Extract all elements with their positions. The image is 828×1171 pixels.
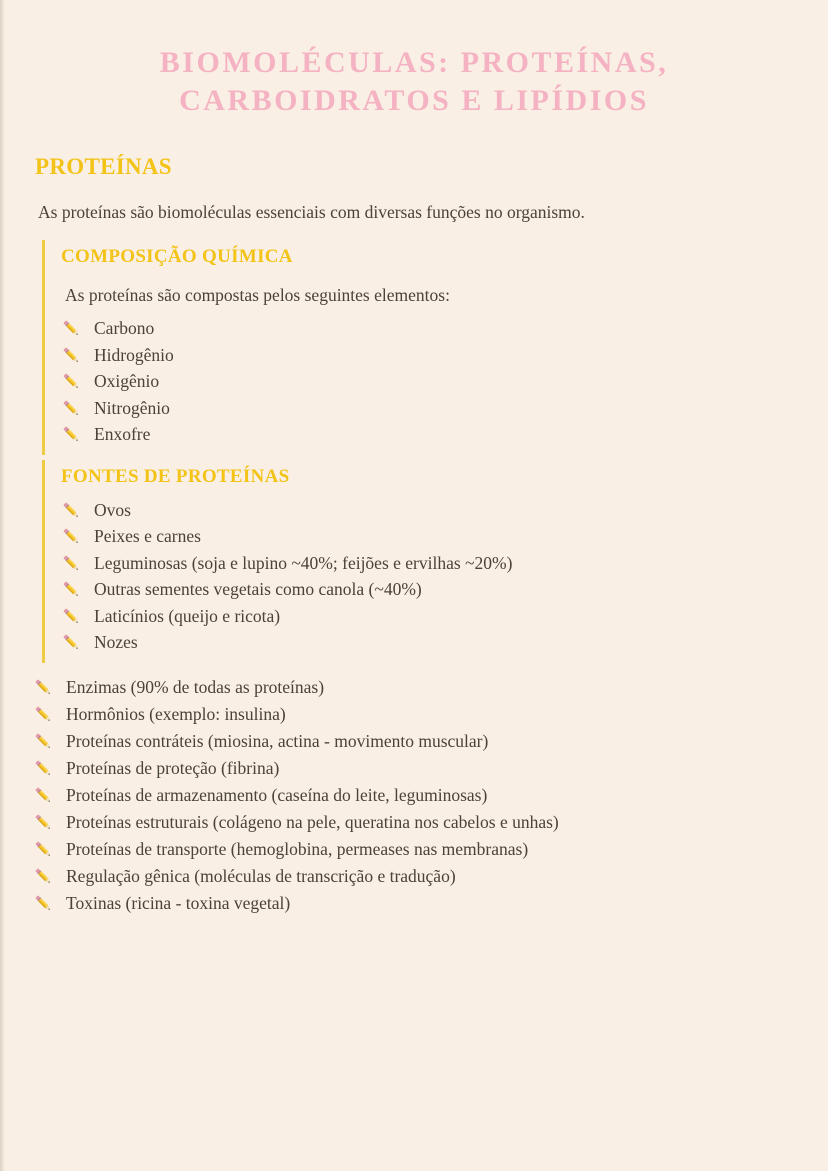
list-item — [61, 318, 788, 340]
pencil-icon — [61, 526, 82, 547]
list-item-label: Oxigênio — [94, 371, 160, 392]
list-item — [61, 398, 788, 420]
pencil-icon — [33, 893, 54, 914]
list-item — [33, 893, 788, 915]
list-item — [33, 758, 788, 780]
pencil-icon — [61, 424, 82, 445]
pencil-icon — [61, 500, 82, 521]
list-item-label: Proteínas de armazenamento (caseína do leite, leguminosas) — [66, 784, 488, 805]
subsection-heading-fontes: FONTES DE PROTEÍNAS — [61, 465, 290, 487]
pencil-icon — [33, 812, 54, 833]
list-item-label: Enxofre — [94, 424, 151, 445]
list-item — [61, 606, 788, 628]
pencil-icon — [33, 785, 54, 806]
protein-functions-list — [33, 677, 788, 915]
list-item-label: Hormônios (exemplo: insulina) — [66, 703, 286, 724]
list-item — [61, 371, 788, 393]
pencil-icon — [61, 632, 82, 653]
list-item-label: Peixes e carnes — [94, 526, 201, 547]
pencil-icon — [33, 731, 54, 752]
pencil-icon — [33, 839, 54, 860]
list-item — [33, 731, 788, 753]
pencil-icon — [61, 606, 82, 627]
pencil-icon — [61, 579, 82, 600]
pencil-icon — [33, 866, 54, 887]
list-item — [61, 500, 788, 522]
fontes-list — [61, 500, 788, 654]
pencil-icon — [33, 704, 54, 725]
page-title — [0, 0, 828, 120]
page-title-line1: BIOMOLÉCULAS: PROTEÍNAS, — [159, 46, 669, 79]
list-item-label: Ovos — [94, 499, 131, 520]
list-item-label: Enzimas (90% de todas as proteínas) — [66, 676, 325, 697]
pencil-icon — [61, 553, 82, 574]
list-item-label: Nitrogênio — [94, 397, 170, 418]
section-heading-proteinas: PROTEÍNAS — [35, 154, 172, 180]
list-item — [61, 632, 788, 654]
subsection-heading-composicao: COMPOSIÇÃO QUÍMICA — [61, 246, 293, 268]
list-item — [61, 345, 788, 367]
list-item-label: Carbono — [94, 318, 155, 339]
list-item — [33, 812, 788, 834]
list-item-label: Proteínas de transporte (hemoglobina, permeases nas membranas) — [66, 838, 529, 859]
pencil-icon — [61, 345, 82, 366]
pencil-icon — [61, 398, 82, 419]
list-item-label: Toxinas (ricina - toxina vegetal) — [66, 892, 291, 913]
list-item-label: Proteínas estruturais (colágeno na pele, queratina nos cabelos e unhas) — [66, 811, 559, 832]
list-item-label: Laticínios (queijo e ricota) — [94, 605, 281, 626]
list-item-label: Hidrogênio — [94, 344, 174, 365]
list-item — [61, 553, 788, 575]
list-item-label: Nozes — [94, 632, 138, 653]
subsection-fontes-de-proteinas — [42, 460, 788, 663]
list-item-label: Outras sementes vegetais como canola (~40%) — [94, 579, 422, 600]
pencil-icon — [33, 677, 54, 698]
list-item-label: Leguminosas (soja e lupino ~40%; feijões e ervilhas ~20%) — [94, 552, 513, 573]
composicao-intro-text: As proteínas são compostas pelos seguintes elementos: — [65, 285, 450, 306]
list-item — [33, 839, 788, 861]
pencil-icon — [33, 758, 54, 779]
list-item — [33, 785, 788, 807]
pencil-icon — [61, 371, 82, 392]
list-item — [61, 579, 788, 601]
list-item — [61, 526, 788, 548]
list-item — [33, 866, 788, 888]
proteinas-intro-text: As proteínas são biomoléculas essenciais com diversas funções no organismo. — [38, 202, 585, 223]
list-item — [61, 424, 788, 446]
elements-list — [61, 318, 788, 446]
list-item-label: Proteínas de proteção (fibrina) — [66, 757, 280, 778]
page-title-line2: CARBOIDRATOS E LIPÍDIOS — [179, 84, 649, 118]
list-item-label: Regulação gênica (moléculas de transcrição e tradução) — [66, 865, 456, 886]
pencil-icon — [61, 318, 82, 339]
subsection-composicao-quimica — [42, 240, 788, 455]
list-item-label: Proteínas contráteis (miosina, actina - movimento muscular) — [66, 730, 489, 751]
list-item — [33, 704, 788, 726]
list-item — [33, 677, 788, 699]
